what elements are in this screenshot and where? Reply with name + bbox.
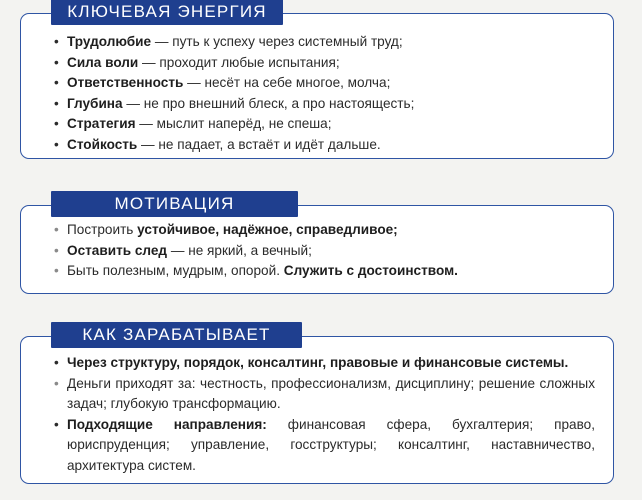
list-item bbox=[51, 73, 611, 94]
section-how-earns bbox=[20, 325, 614, 484]
item-term: Ответственность bbox=[67, 75, 184, 90]
section-title: МОТИВАЦИЯ bbox=[51, 191, 298, 217]
item-term: Служить с достоинством. bbox=[283, 263, 458, 278]
item-term: Глубина bbox=[67, 95, 123, 111]
item-text: — несёт на себе многое, молча; bbox=[183, 75, 391, 90]
list-item bbox=[51, 114, 611, 135]
item-text: — не про внешний блеск, а про настоящесть; bbox=[122, 95, 415, 111]
list-item bbox=[51, 94, 611, 115]
item-text: — мыслит наперёд, не спеша; bbox=[135, 116, 332, 131]
list-item bbox=[51, 261, 611, 282]
list-item bbox=[51, 32, 611, 53]
item-text: Построить bbox=[67, 222, 138, 237]
section-title: КАК ЗАРАБАТЫВАЕТ bbox=[51, 322, 302, 348]
item-text: — путь к успеху через системный труд; bbox=[151, 34, 403, 49]
item-term: Трудолюбие bbox=[67, 34, 152, 49]
item-term: устойчивое, надёжное, справедливое; bbox=[137, 222, 398, 237]
section-key-energy bbox=[20, 2, 614, 159]
item-term: Стойкость bbox=[67, 136, 138, 152]
list-item bbox=[51, 241, 611, 262]
item-term: Стратегия bbox=[67, 116, 136, 131]
item-term: Через структуру, порядок, консалтинг, правовые и финансовые системы. bbox=[67, 355, 569, 370]
item-text: — не падает, а встаёт и идёт дальше. bbox=[137, 136, 381, 152]
bullet-list bbox=[51, 220, 611, 282]
bullet-list bbox=[51, 32, 611, 155]
item-term: Подходящие направления: bbox=[67, 416, 267, 432]
item-text: — не яркий, а вечный; bbox=[167, 242, 312, 258]
item-text: финансовая сфера, бухгалтерия; право, юриспруденция; управление, госструктуры; консалтинг, наставничество, архитектура систем. bbox=[67, 416, 595, 473]
section-title: КЛЮЧЕВАЯ ЭНЕРГИЯ bbox=[51, 0, 283, 25]
list-item bbox=[51, 135, 611, 156]
item-term: Сила воли bbox=[67, 54, 139, 70]
item-text: Быть полезным, мудрым, опорой. bbox=[67, 263, 284, 278]
item-text: — проходит любые испытания; bbox=[138, 54, 340, 70]
item-term: Оставить след bbox=[67, 242, 168, 258]
list-item bbox=[51, 220, 611, 241]
list-item bbox=[51, 53, 611, 74]
list-item bbox=[51, 353, 595, 374]
list-item bbox=[51, 374, 595, 415]
section-motivation bbox=[20, 194, 614, 294]
bullet-list bbox=[51, 353, 595, 476]
list-item bbox=[51, 415, 595, 477]
item-text: Деньги приходят за: честность, профессионализм, дисциплину; решение сложных задач; глубокую трансформацию. bbox=[67, 375, 595, 411]
